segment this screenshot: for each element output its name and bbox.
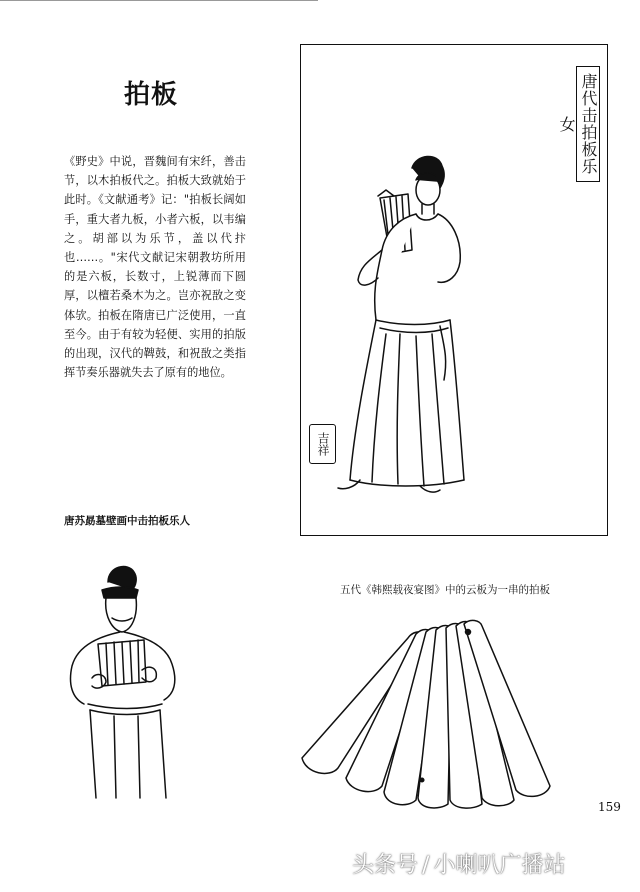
- watermark: [352, 848, 565, 879]
- watermark-author: 小喇叭广播站: [433, 853, 566, 878]
- page-heading: 拍板: [124, 80, 179, 110]
- cloud-clapper-caption: 五代《韩熙载夜宴图》中的云板为一串的拍板: [340, 584, 550, 596]
- clapper-boards-illustration: [298, 618, 560, 810]
- page-number: 159: [598, 800, 621, 814]
- artist-seal: 吉祥: [309, 424, 336, 464]
- body-paragraph: 《野史》中说，晋魏间有宋纤，善击节，以木拍板代之。拍板大致就始于此时。《文献通考》记："拍板长阔如手，重大者九板，小者六板，以韦编之。胡部以为乐节，盖以代抃也……。"宋代文献记宋朝教坊所用的是六板，长数寸，上锐薄而下圆厚，以檀若桑木为之。岂亦祝敔之变体欤。拍板在隋唐已广泛使用，一直至今。由于有较为轻便、实用的拍版的出现，汉代的鞞鼓，和祝敔之类指挥节奏乐器就失去了原有的地位。: [64, 155, 246, 380]
- watermark-separator: /: [422, 853, 430, 878]
- top-rule: [0, 0, 318, 1]
- illustration-title: 唐代击拍板乐女: [576, 66, 600, 182]
- watermark-platform: 头条号: [352, 853, 419, 878]
- tang-musician-illustration: [62, 560, 192, 800]
- tang-musician-caption: 唐苏勗墓壁画中击拍板乐人: [64, 515, 190, 527]
- woman-with-clappers-illustration: [320, 150, 480, 498]
